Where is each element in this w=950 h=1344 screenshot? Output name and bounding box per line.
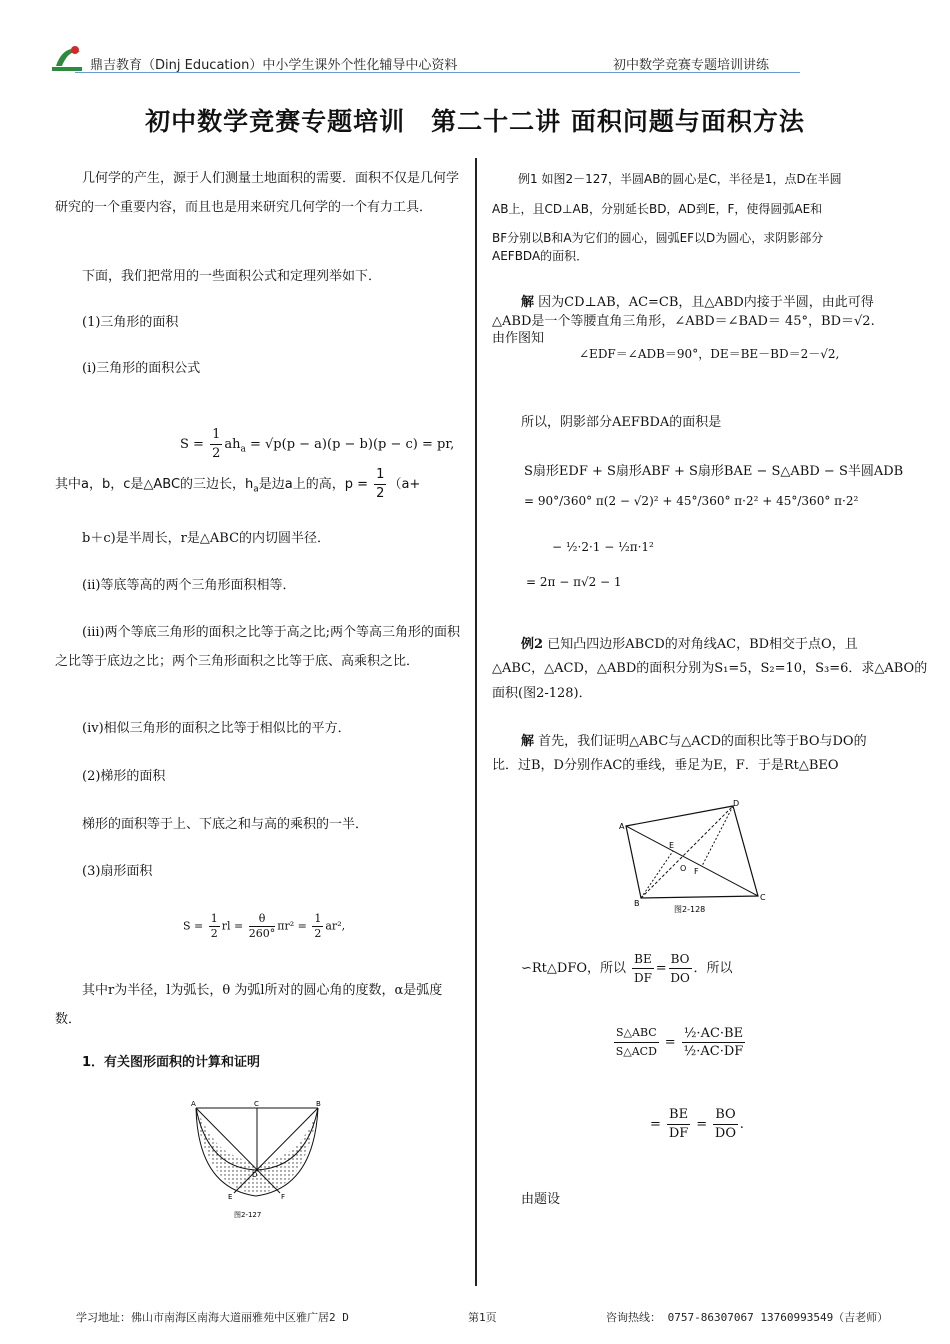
semiperimeter-text: b＋c)是半周长，r是△ABC的内切圆半径． — [82, 531, 331, 546]
heading-area-computation: 1．有关图形面积的计算和证明 — [82, 1055, 261, 1070]
intro-paragraph: 几何学的产生，源于人们测量土地面积的需要．面积不仅是几何学研究的一个重要内容，而且也是用来研究几何学的一个有力工具． — [55, 171, 460, 215]
svg-text:图2-127: 图2-127 — [234, 1211, 262, 1219]
footer-address: 学习地址：佛山市南海区南海大道丽雅苑中区雅广居2 D — [76, 1311, 349, 1324]
solution2-line2: 比．过B，D分别作AC的垂线，垂足为E，F．于是Rt△BEO — [492, 758, 839, 773]
trapezoid-area-text: 梯形的面积等于上、下底之和与高的乘积的一半． — [82, 817, 369, 832]
section-trapezoid-area: (2)梯形的面积 — [82, 769, 166, 784]
svg-text:A: A — [619, 822, 625, 831]
example1-line1: 例1 如图2－127，半圆AB的圆心是C，半径是1，点D在半圆 — [518, 172, 842, 186]
figure-2-127 — [188, 1098, 328, 1223]
svg-text:E: E — [228, 1193, 233, 1201]
header-left-text: 鼎吉教育（Dinj Education）中小学生课外个性化辅导中心资料 — [90, 58, 458, 73]
example2-line3: 面积(图2-128)． — [492, 686, 592, 701]
calc-line3: − ½·2·1 − ½π·1² — [552, 540, 654, 554]
theorem-ii: (ii)等底等高的两个三角形面积相等． — [82, 578, 296, 593]
svg-text:D: D — [252, 1171, 258, 1179]
shaded-area-intro: 所以，阴影部分AEFBDA的面积是 — [521, 415, 722, 430]
figure-2-128 — [616, 796, 776, 916]
formula-triangle-area: S = $\frac{1}{2}$ $ah_a = √p(p - a)(p - b)(p - c)$ = pr, — [180, 427, 455, 461]
svg-text:F: F — [281, 1193, 286, 1201]
calc-result: = 2π − π√2 − 1 — [526, 575, 622, 589]
by-definition-text: 由题设 — [521, 1192, 561, 1207]
solution1-line3: 由作图知 — [492, 331, 545, 346]
footer-page-number: 第1页 — [468, 1311, 497, 1324]
svg-text:C: C — [760, 893, 766, 902]
theorem-iii: (iii)两个等底三角形的面积之比等于高之比;两个等高三角形的面积之比等于底边之比；两个三角形面积之比等于底、高乘积之比． — [55, 625, 460, 669]
example1-line3: BF分别以B和A为它们的圆心，圆弧EF以D为圆心，求阴影部分 — [492, 231, 824, 245]
header-rule — [75, 72, 800, 73]
example1-line4: AEFBDA的面积． — [492, 249, 589, 263]
header-right-text: 初中数学竞赛专题培训讲练 — [613, 58, 770, 73]
solution2-line1: 解 首先，我们证明△ABC与△ACD的面积比等于BO与DO的 — [521, 734, 867, 749]
column-divider — [475, 158, 477, 1286]
section-sector-area: (3)扇形面积 — [82, 864, 153, 879]
similarity-line: ∽Rt△DFO，所以 $\frac{BE}{DF}$ = $\frac{BO}{DO}$ ．所以 — [521, 952, 733, 985]
page-title: 初中数学竞赛专题培训 第二十二讲 面积问题与面积方法 — [145, 107, 805, 136]
logo — [48, 44, 88, 74]
svg-text:A: A — [191, 1100, 196, 1108]
svg-text:D: D — [733, 799, 740, 808]
calc-line1: S扇形EDF + S扇形ABF + S扇形BAE − S△ABD − S半圆ADB — [524, 464, 904, 479]
example1-line2: AB上，且CD⊥AB，分别延长BD，AD到E，F，使得圆弧AE和 — [492, 202, 823, 216]
solution1-line2: △ABD是一个等腰直角三角形，∠ABD＝∠BAD＝ 45°，BD＝√2. — [492, 314, 875, 329]
sector-variables-text: 其中r为半径，l为弧长，θ 为弧l所对的圆心角的度数，α是弧度数． — [55, 983, 443, 1027]
svg-text:图2-128: 图2-128 — [674, 905, 706, 914]
formula-sector-area: S = $\frac{1}{2}$ rl = $\frac{\theta}{260^\circ}$ πr² = $\frac{1}{2}$ ar², — [183, 912, 346, 940]
theorem-iv: (iv)相似三角形的面积之比等于相似比的平方． — [82, 721, 351, 736]
subsection-triangle-formula: (i)三角形的面积公式 — [82, 361, 201, 376]
example2-line1: 例2 已知凸四边形ABCD的对角线AC，BD相交于点O，且 — [521, 637, 858, 652]
list-intro: 下面，我们把常用的一些面积公式和定理列举如下． — [82, 269, 382, 284]
svg-text:E: E — [669, 841, 675, 850]
ratio-equation-line1: $\frac{\text{S△ABC}}{\text{S△ACD}}$ = $\frac{\text{½·AC·BE}}{\text{½·AC·DF}}$ — [615, 1026, 744, 1059]
svg-text:F: F — [694, 867, 699, 876]
ratio-equation-line2: = $\frac{BE}{DF}$ = $\frac{BO}{DO}$ . — [650, 1107, 744, 1141]
svg-text:O: O — [680, 864, 687, 873]
svg-text:C: C — [254, 1100, 259, 1108]
calc-line2: = 90°/360° π(2 − √2)² + 45°/360° π·2² + 45°/360° π·2² — [524, 494, 859, 508]
solution1-line1: 解 因为CD⊥AB，AC=CB，且△ABD内接于半圆，由此可得 — [521, 295, 874, 310]
example2-line2: △ABC，△ACD，△ABD的面积分别为S₁=5，S₂=10，S₃=6．求△ABO的 — [492, 661, 928, 676]
svg-text:B: B — [634, 899, 640, 908]
solution1-angle-equation: ∠EDF＝∠ADB＝90°，DE＝BE－BD＝2－√2, — [579, 347, 840, 361]
svg-text:B: B — [316, 1100, 321, 1108]
triangle-variables-line: 其中a，b，c是△ABC的三边长，$h_a$是边a上的高，p = $\frac{1}{2}$ （a+ — [55, 467, 421, 501]
footer-hotline: 咨询热线： 0757-86307067 13760993549（吉老师） — [606, 1311, 889, 1324]
section-triangle-area: (1)三角形的面积 — [82, 315, 179, 330]
